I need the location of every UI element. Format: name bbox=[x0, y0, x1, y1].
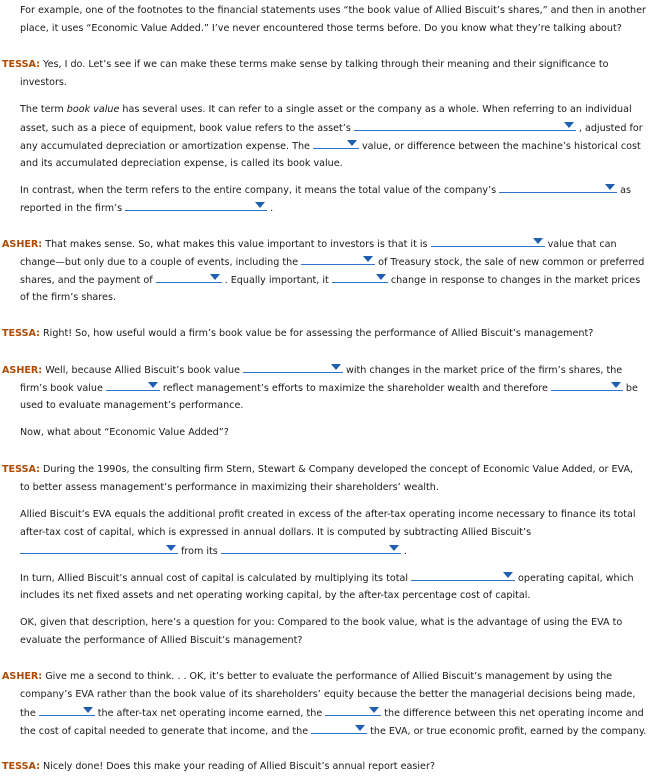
dropdown-does-change[interactable] bbox=[332, 271, 388, 283]
speaker-asher: ASHER: bbox=[2, 671, 43, 682]
dropdown-eva-direction[interactable] bbox=[311, 722, 367, 734]
text: Give me a second to think. . . OK, it’s better to evaluate the performance of Allied Biscuit’s management by using the bbox=[45, 671, 613, 682]
text: In contrast, when the term refers to the entire company, it means the total value of the company’s bbox=[20, 185, 497, 196]
text: be bbox=[625, 383, 638, 394]
intro-line-2: place, it uses “Economic Value Added.” I’ve never encountered those terms before. Do you know what they’re talking about? bbox=[20, 23, 622, 34]
term-book-value: book value bbox=[66, 104, 120, 115]
text: the EVA, or true economic profit, earned by the company. bbox=[370, 726, 647, 737]
dropdown-eva-minuend[interactable] bbox=[221, 542, 401, 554]
dropdown-difference-direction[interactable] bbox=[325, 704, 381, 716]
dropdown-should-be-used[interactable] bbox=[551, 379, 623, 391]
text: includes its net fixed assets and net operating working capital, by the after-tax percentage cost of capital. bbox=[20, 590, 531, 601]
text: the after-tax net operating income earned, the bbox=[97, 708, 323, 719]
tessa-text: Yes, I do. Let’s see if we can make these terms make sense by talking through their meaning and their significance to bbox=[43, 59, 609, 70]
dropdown-payment-type[interactable] bbox=[156, 271, 222, 283]
text: reported in the firm’s bbox=[20, 203, 123, 214]
text: change in response to changes in the market prices bbox=[390, 275, 641, 286]
dropdown-book-value-change[interactable] bbox=[243, 361, 343, 373]
chevron-down-icon bbox=[363, 256, 373, 262]
text: Allied Biscuit’s EVA equals the additional profit created in excess of the after-tax operating income necessary to finance its total bbox=[20, 509, 636, 520]
chevron-down-icon bbox=[605, 184, 615, 190]
dropdown-asset-cost[interactable] bbox=[354, 119, 576, 131]
text: . bbox=[403, 546, 407, 557]
text: value, or difference between the machine’s historical cost bbox=[361, 141, 641, 152]
text: change—but only due to a couple of events, including the bbox=[20, 257, 299, 268]
chevron-down-icon bbox=[347, 140, 357, 146]
text: used to evaluate management’s performance. bbox=[20, 400, 244, 411]
chevron-down-icon bbox=[611, 382, 621, 388]
dropdown-capital-type[interactable] bbox=[411, 569, 515, 581]
text: reflect management’s efforts to maximize the shareholder wealth and therefore bbox=[162, 383, 548, 394]
speaker-tessa: TESSA: bbox=[2, 59, 40, 70]
chevron-down-icon bbox=[533, 238, 543, 244]
dropdown-treasury-event[interactable] bbox=[301, 253, 375, 265]
text: During the 1990s, the consulting firm Stern, Stewart & Company developed the concept of Economic Value Added, or EVA, bbox=[43, 464, 634, 475]
dropdown-value-nature[interactable] bbox=[431, 235, 545, 247]
speaker-asher: ASHER: bbox=[2, 239, 43, 250]
dropdown-does-reflect[interactable] bbox=[106, 379, 160, 391]
text: value that can bbox=[547, 239, 617, 250]
chevron-down-icon bbox=[331, 364, 341, 370]
text: , adjusted for bbox=[578, 123, 643, 134]
chevron-down-icon bbox=[564, 122, 574, 128]
speaker-tessa: TESSA: bbox=[2, 328, 40, 339]
text: In turn, Allied Biscuit’s annual cost of capital is calculated by multiplying its total bbox=[20, 573, 409, 584]
text: OK, given that description, here’s a question for you: Compared to the book value, what is the advantage of using the EVA to bbox=[20, 617, 623, 628]
speaker-asher: ASHER: bbox=[2, 365, 43, 376]
text: Right! So, how useful would a firm’s book value be for assessing the performance of Allied Biscuit’s management? bbox=[43, 328, 594, 339]
dropdown-asset-value-type[interactable] bbox=[313, 137, 359, 149]
text: to better assess management’s performance in maximizing their shareholders’ wealth. bbox=[20, 482, 439, 493]
text: from its bbox=[181, 546, 218, 557]
dropdown-reporting-statement[interactable] bbox=[125, 199, 267, 211]
text: The term bbox=[20, 104, 67, 115]
text: evaluate the performance of Allied Biscuit’s management? bbox=[20, 635, 303, 646]
chevron-down-icon bbox=[503, 572, 513, 578]
text: and its accumulated depreciation expense, is called its book value. bbox=[20, 158, 343, 169]
text: operating capital, which bbox=[518, 573, 634, 584]
text: Now, what about “Economic Value Added”? bbox=[20, 427, 229, 438]
text: the cost of capital needed to generate that income, and the bbox=[20, 726, 309, 737]
text: firm’s book value bbox=[20, 383, 103, 394]
text: the bbox=[20, 708, 36, 719]
text: after-tax cost of capital, which is expressed in annual dollars. It is computed by subtracting Allied Biscuit’s bbox=[20, 527, 532, 538]
text: has several uses. It can refer to a single asset or the company as a whole. When referring to an individual bbox=[119, 104, 632, 115]
text: . bbox=[270, 203, 274, 214]
dropdown-company-value[interactable] bbox=[499, 181, 617, 193]
tessa-text-cont: investors. bbox=[20, 77, 67, 88]
chevron-down-icon bbox=[148, 382, 158, 388]
chevron-down-icon bbox=[389, 545, 399, 551]
text: of Treasury stock, the sale of new common or preferred bbox=[378, 257, 645, 268]
text: Well, because Allied Biscuit’s book value bbox=[45, 365, 241, 376]
chevron-down-icon bbox=[376, 274, 386, 280]
text: of the firm’s shares. bbox=[20, 292, 116, 303]
chevron-down-icon bbox=[369, 707, 379, 713]
chevron-down-icon bbox=[210, 274, 220, 280]
chevron-down-icon bbox=[83, 707, 93, 713]
text: any accumulated depreciation or amortization expense. The bbox=[20, 141, 310, 152]
text: with changes in the market price of the firm’s shares, the bbox=[346, 365, 623, 376]
text: shares, and the payment of bbox=[20, 275, 153, 286]
speaker-tessa: TESSA: bbox=[2, 464, 40, 475]
dropdown-eva-subtrahend[interactable] bbox=[20, 542, 178, 554]
text: That makes sense. So, what makes this value important to investors is that it is bbox=[45, 239, 428, 250]
text: Nicely done! Does this make your reading of Allied Biscuit’s annual report easier? bbox=[43, 761, 435, 772]
dropdown-income-direction[interactable] bbox=[39, 704, 95, 716]
chevron-down-icon bbox=[166, 545, 176, 551]
chevron-down-icon bbox=[255, 202, 265, 208]
text: company’s EVA rather than the book value of its shareholders’ equity because the better the managerial decisions being made, bbox=[20, 689, 636, 700]
text: the difference between this net operating income and bbox=[384, 708, 644, 719]
intro-line-1: For example, one of the footnotes to the financial statements uses “the book value of Allied Biscuit’s shares,” and then in another bbox=[20, 5, 646, 16]
text: asset, such as a piece of equipment, book value refers to the asset’s bbox=[20, 123, 351, 134]
speaker-tessa: TESSA: bbox=[2, 761, 40, 772]
chevron-down-icon bbox=[355, 725, 365, 731]
text: as bbox=[620, 185, 632, 196]
text: . Equally important, it bbox=[224, 275, 329, 286]
